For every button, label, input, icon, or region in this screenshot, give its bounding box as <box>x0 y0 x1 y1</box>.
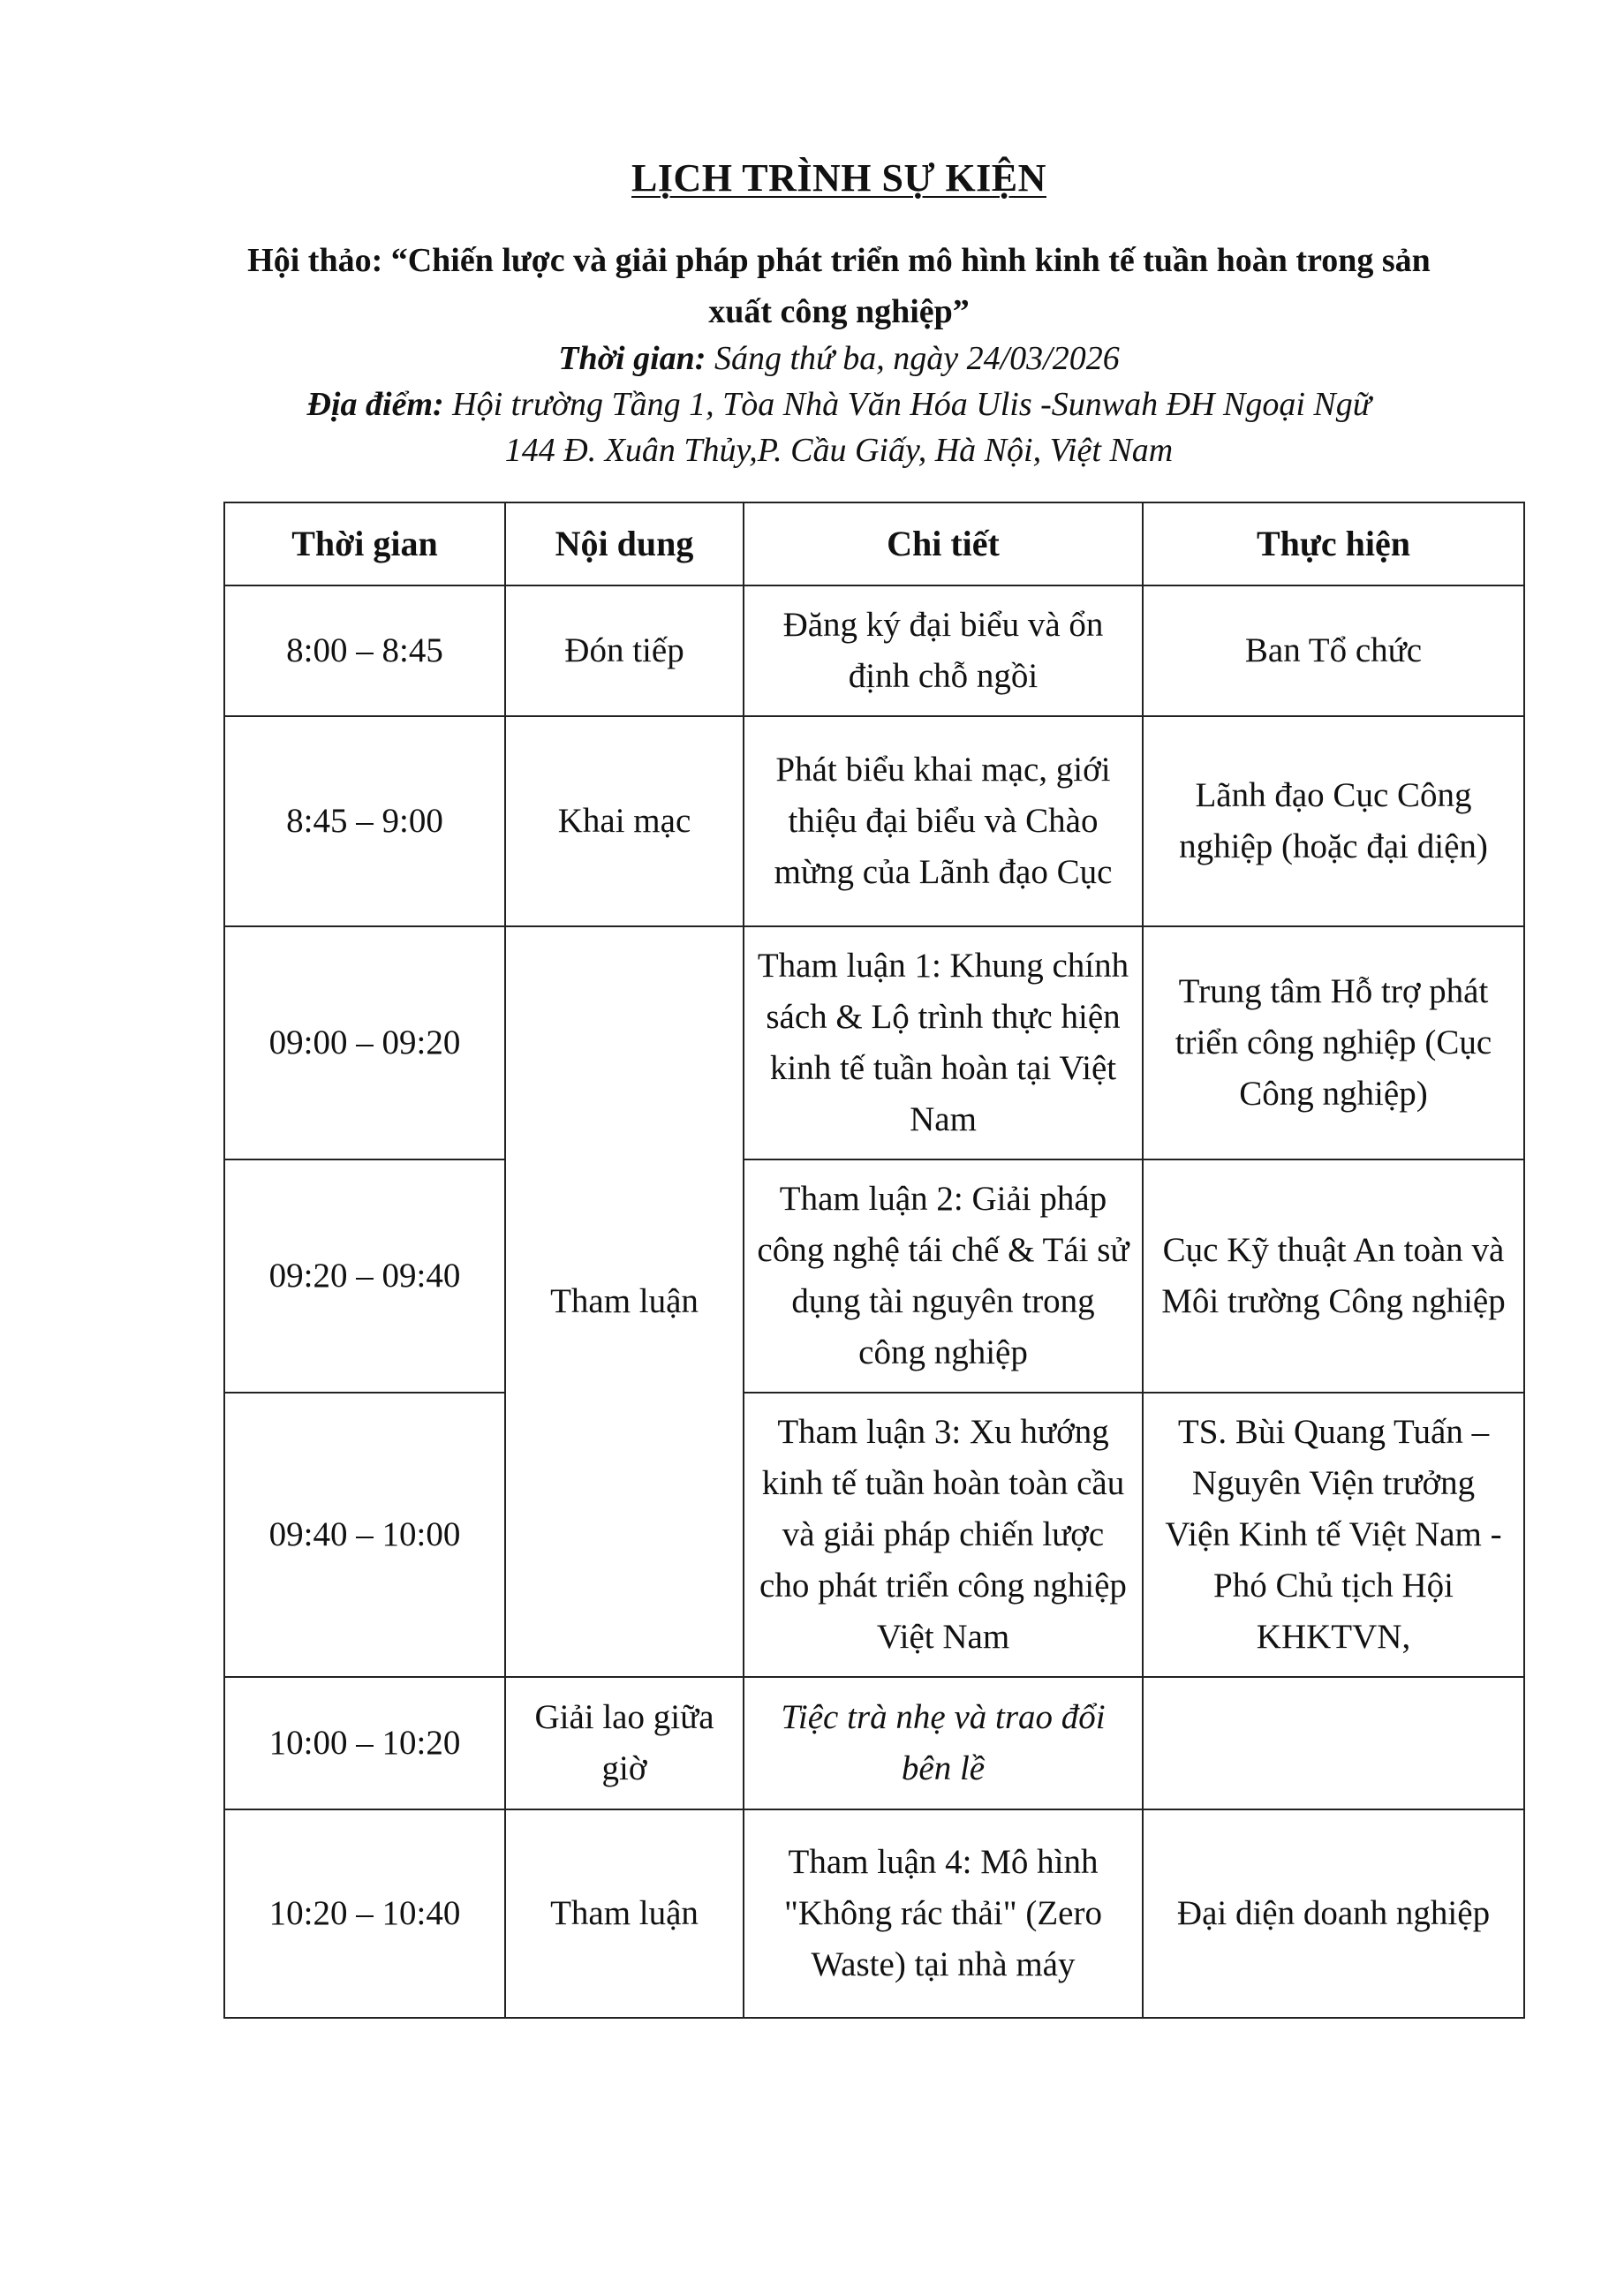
place-label: Địa điểm: <box>306 386 444 423</box>
event-subtitle: Hội thảo: “Chiến lược và giải pháp phát triển mô hình kinh tế tuần hoàn trong sản xuất công nghiệp” <box>247 242 1431 330</box>
cell-detail: Tham luận 1: Khung chính sách & Lộ trình thực hiện kinh tế tuần hoàn tại Việt Nam <box>744 926 1143 1159</box>
cell-time: 10:00 – 10:20 <box>224 1677 505 1809</box>
table-row <box>224 1809 1524 2018</box>
cell-detail: Tham luận 4: Mô hình "Không rác thải" (Zero Waste) tại nhà máy <box>744 1809 1143 2018</box>
cell-by: Đại diện doanh nghiệp <box>1143 1809 1524 2018</box>
cell-detail: Tham luận 2: Giải pháp công nghệ tái chế & Tái sử dụng tài nguyên trong công nghiệp <box>744 1159 1143 1393</box>
cell-detail: Đăng ký đại biểu và ổn định chỗ ngồi <box>744 585 1143 716</box>
table-row <box>224 1393 1524 1677</box>
column-header-time: Thời gian <box>224 502 505 585</box>
cell-content: Khai mạc <box>505 716 744 926</box>
place-value: Hội trường Tầng 1, Tòa Nhà Văn Hóa Ulis -Sunwah ĐH Ngoại Ngữ <box>443 386 1371 423</box>
event-place <box>0 381 1624 427</box>
cell-time: 09:20 – 09:40 <box>224 1159 505 1393</box>
table-row <box>224 1159 1524 1393</box>
cell-detail: Tham luận 3: Xu hướng kinh tế tuần hoàn toàn cầu và giải pháp chiến lược cho phát triển công nghiệp Việt Nam <box>744 1393 1143 1677</box>
cell-detail: Tiệc trà nhẹ và trao đổi bên lề <box>744 1677 1143 1809</box>
cell-time: 09:40 – 10:00 <box>224 1393 505 1677</box>
cell-by: Trung tâm Hỗ trợ phát triển công nghiệp (Cục Công nghiệp) <box>1143 926 1524 1159</box>
event-time <box>0 336 1624 381</box>
cell-by: TS. Bùi Quang Tuấn – Nguyên Viện trưởng Viện Kinh tế Việt Nam - Phó Chủ tịch Hội KHKTVN, <box>1143 1393 1524 1677</box>
cell-time: 8:45 – 9:00 <box>224 716 505 926</box>
event-address: 144 Đ. Xuân Thủy,P. Cầu Giấy, Hà Nội, Việt Nam <box>504 432 1174 469</box>
time-label: Thời gian: <box>558 340 706 377</box>
cell-by: Ban Tổ chức <box>1143 585 1524 716</box>
cell-time: 10:20 – 10:40 <box>224 1809 505 2018</box>
table-row <box>224 926 1524 1159</box>
column-header-content: Nội dung <box>505 502 744 585</box>
cell-detail: Phát biểu khai mạc, giới thiệu đại biểu và Chào mừng của Lãnh đạo Cục <box>744 716 1143 926</box>
cell-by <box>1143 1677 1524 1809</box>
cell-by: Cục Kỹ thuật An toàn và Môi trường Công nghiệp <box>1143 1159 1524 1393</box>
cell-content: Đón tiếp <box>505 585 744 716</box>
cell-time: 09:00 – 09:20 <box>224 926 505 1159</box>
cell-content: Tham luận <box>505 926 744 1677</box>
page-title: LỊCH TRÌNH SỰ KIỆN <box>631 156 1046 200</box>
cell-time: 8:00 – 8:45 <box>224 585 505 716</box>
column-header-detail: Chi tiết <box>744 502 1143 585</box>
time-value: Sáng thứ ba, ngày 24/03/2026 <box>706 340 1120 377</box>
table-header-row <box>224 502 1524 585</box>
schedule-table <box>223 502 1525 2019</box>
table-row <box>224 1677 1524 1809</box>
table-row <box>224 585 1524 716</box>
cell-content: Tham luận <box>505 1809 744 2018</box>
cell-by: Lãnh đạo Cục Công nghiệp (hoặc đại diện) <box>1143 716 1524 926</box>
table-row <box>224 716 1524 926</box>
column-header-by: Thực hiện <box>1143 502 1524 585</box>
cell-content: Giải lao giữa giờ <box>505 1677 744 1809</box>
